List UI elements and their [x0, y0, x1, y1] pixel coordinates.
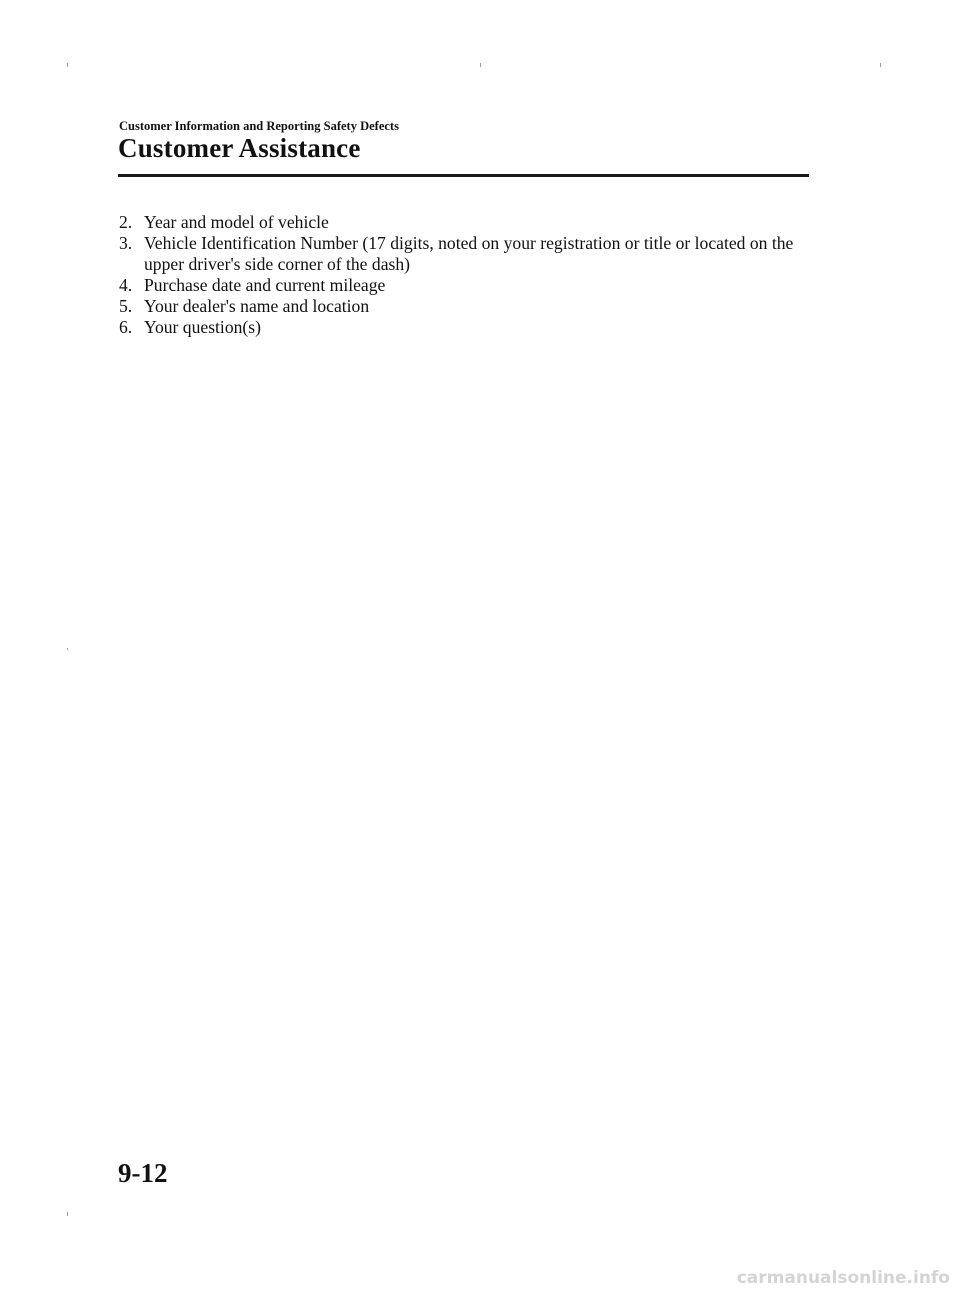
list-item-number: 2. [119, 212, 133, 232]
list-item-number: 6. [119, 317, 133, 337]
section-label: Customer Information and Reporting Safety Defects [119, 119, 399, 133]
crop-mark-bottom-left [67, 1212, 68, 1216]
crop-mark-top-left [67, 63, 68, 67]
list-item [119, 233, 819, 275]
list-item-text: Your question(s) [144, 317, 261, 337]
list-item-text: Vehicle Identification Number (17 digits, noted on your registration or title or located on the upper driver's side corner of the dash) [144, 233, 794, 274]
list-item [119, 275, 819, 296]
list-item-text: Your dealer's name and location [144, 296, 370, 316]
list-item-text: Purchase date and current mileage [144, 275, 386, 295]
crop-mark-middle-left [67, 648, 68, 650]
page-number: 9-12 [118, 1158, 168, 1188]
title-rule [118, 174, 809, 177]
info-list [119, 212, 819, 338]
list-item-number: 4. [119, 275, 133, 295]
list-item [119, 212, 819, 233]
watermark-text: carmanualsonline.info [736, 1268, 950, 1288]
page-title: Customer Assistance [118, 133, 361, 163]
crop-mark-top-right [880, 63, 881, 67]
list-item [119, 317, 819, 338]
list-item-text: Year and model of vehicle [144, 212, 329, 232]
list-item-number: 3. [119, 233, 133, 253]
list-item-number: 5. [119, 296, 133, 316]
crop-mark-top-center [480, 63, 481, 67]
list-item [119, 296, 819, 317]
